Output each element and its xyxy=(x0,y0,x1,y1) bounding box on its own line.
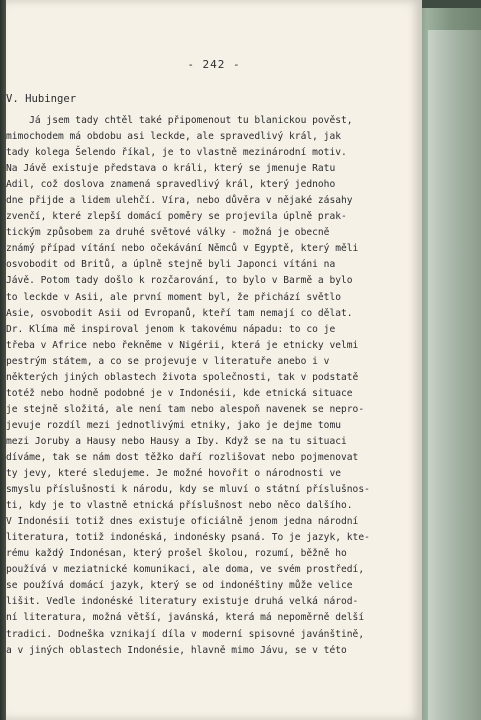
text-line: známý případ vítání nebo očekávání Němců v Egyptě, který měli xyxy=(6,243,359,255)
text-line: lišit. Vedle indonéské literatury existuje druhá velká národ- xyxy=(6,596,359,608)
text-line: se používá domácí jazyk, který se od indonéštiny může velice xyxy=(6,580,353,592)
text-line: díváme, tak se nám dost těžko daří rozlišovat nebo pojmenovat xyxy=(6,451,359,463)
text-line: ty jevy, které sledujeme. Je možné hovořit o národnosti ve xyxy=(6,468,342,480)
text-line: Asie, osvobodit Asii od Evropanů, kteří tam nemají co dělat. xyxy=(6,307,353,319)
text-line: Já jsem tady chtěl také připomenout tu blanickou pověst, xyxy=(6,115,353,126)
text-line: ti, kdy je to vlastně etnická příslušnost nebo něco dalšího. xyxy=(6,500,353,512)
book-cover-edge xyxy=(428,30,481,720)
text-line: dne přijde a lidem ulehčí. Víra, nebo důvěra v nějaké zásahy xyxy=(6,195,353,207)
text-line: V Indonésii totiž dnes existuje oficiálně jenom jedna národní xyxy=(6,516,359,528)
text-line: některých jiných oblastech života společnosti, tak v podstatě xyxy=(6,371,359,383)
text-line: to leckde v Asii, ale první moment byl, že přichází světlo xyxy=(6,291,342,303)
text-line: tickým způsobem za druhé světové války - možná je obecně xyxy=(6,227,330,239)
text-line: tady kolega Šelendo říkal, je to vlastně mezinárodní motiv. xyxy=(6,147,347,159)
speaker-name: V. Hubinger xyxy=(6,93,77,105)
text-line: je stejně složitá, ale není tam nebo alespoň navenek se nepro- xyxy=(6,403,365,415)
text-line: ní literatura, možná větší, javánská, která má nepoměrně delší xyxy=(6,612,365,624)
text-line: rému každý Indonésan, který prošel školou, rozumí, běžně ho xyxy=(6,548,347,560)
text-line: jevuje rozdíl mezi jednotlivými etniky, jako je dejme tomu xyxy=(6,419,342,431)
text-line: používá v meziatnické komunikaci, ale doma, ve svém prostředí, xyxy=(6,564,365,576)
page-number: - 242 - xyxy=(187,58,241,71)
text-line: Jávě. Potom tady došlo k rozčarování, to bylo v Barmě a bylo xyxy=(6,275,353,287)
text-line: pestrým státem, a co se projevuje v literatuře anebo i v xyxy=(6,355,330,367)
body-text xyxy=(6,113,416,659)
text-line: tradici. Dodneška vznikají díla v moderní spisovné javánštině, xyxy=(6,628,365,640)
text-line: osvobodit od Britů, a úplně stejně byli Japonci vítáni na xyxy=(6,259,336,271)
book-page xyxy=(6,0,422,720)
text-line: Na Jávě existuje představa o králi, který se jmenuje Ratu xyxy=(6,163,336,175)
text-line: mezi Joruby a Hausy nebo Hausy a Iby. Když se na tu situaci xyxy=(6,435,347,447)
text-line: třeba v Africe nebo řekněme v Nigérii, která je etnicky velmi xyxy=(6,339,359,351)
text-line: smyslu příslušnosti k národu, kdy se mluví o státní příslušnos- xyxy=(6,484,370,496)
text-line: Dr. Klíma mě inspiroval jenom k takovému nápadu: to co je xyxy=(6,323,336,335)
text-line: a v jiných oblastech Indonésie, hlavně mimo Jávu, se v této xyxy=(6,644,347,656)
text-line: mimochodem má obdobu asi leckde, ale spravedlivý král, jak xyxy=(6,131,342,143)
text-line: literatura, totiž indonéská, indonésky psaná. To je jazyk, kte- xyxy=(6,532,370,544)
text-line: Adil, což doslova znamená spravedlivý král, který jednoho xyxy=(6,179,336,191)
text-line: zvenčí, které zlepší domácí poměry se projevila úplně prak- xyxy=(6,211,347,223)
text-line: totéž nebo hodně podobné je v Indonésii, kde etnická situace xyxy=(6,387,353,399)
